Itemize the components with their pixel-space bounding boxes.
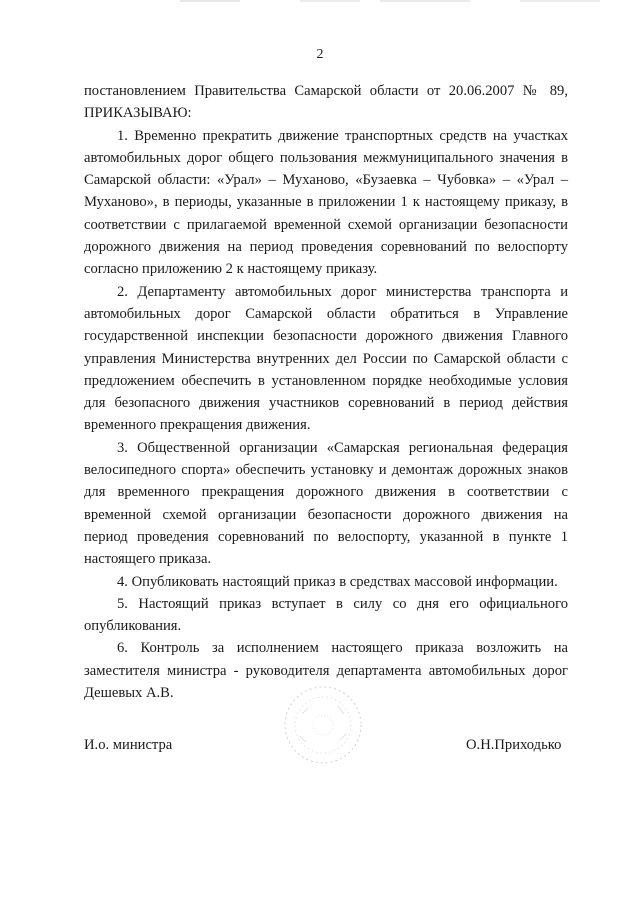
signatory-name: О.Н.Приходько — [466, 737, 562, 753]
round-stamp-icon — [282, 684, 364, 766]
clause-1: 1. Временно прекратить движение транспортных средств на участках автомобильных дорог общего пользования межмуниципального значения в Самарской области: «Урал» – Муханово, «Бузаевка – Чубовка» – «Урал – Муханово», в периоды, указанные в приложении 1 к настоящему приказу, в соответствии с прилагаемой временной схемой организации безопасности дорожного движения на период проведения соревнований по велоспорту согласно приложению 2 к настоящему приказу. — [84, 127, 568, 278]
signatory-position: И.о. министра — [84, 737, 173, 753]
clause-2: 2. Департаменту автомобильных дорог министерства транспорта и автомобильных дорог Самарской области обратиться в Управление государственной инспекции безопасности дорожного движения Главного управления Министерства внутренних дел России по Самарской области с предложением обеспечить в установленном порядке необходимые условия для безопасного движения участников соревнований в период действия временного прекращения движения. — [84, 283, 568, 434]
order-body — [84, 80, 568, 704]
scan-edge-artifact — [0, 0, 640, 3]
clause-5: 5. Настоящий приказ вступает в силу со дня его официального опубликования. — [84, 595, 568, 635]
preamble-paragraph: постановлением Правительства Самарской области от 20.06.2007 № 89, ПРИКАЗЫВАЮ: — [84, 83, 568, 122]
clause-3: 3. Общественной организации «Самарская региональная федерация велосипедного спорта» обеспечить установку и демонтаж дорожных знаков для временного прекращения дорожного движения в соответствии с временной схемой организации безопасности дорожного движения на период проведения соревнований по велоспорту, указанной в пункте 1 настоящего приказа. — [84, 439, 568, 568]
page-number: 2 — [316, 47, 324, 62]
clause-4: 4. Опубликовать настоящий приказ в средствах массовой информации. — [117, 573, 558, 590]
clause-6: 6. Контроль за исполнением настоящего приказа возложить на заместителя министра - руководителя департамента автомобильных дорог Дешевых А.В. — [84, 640, 568, 702]
